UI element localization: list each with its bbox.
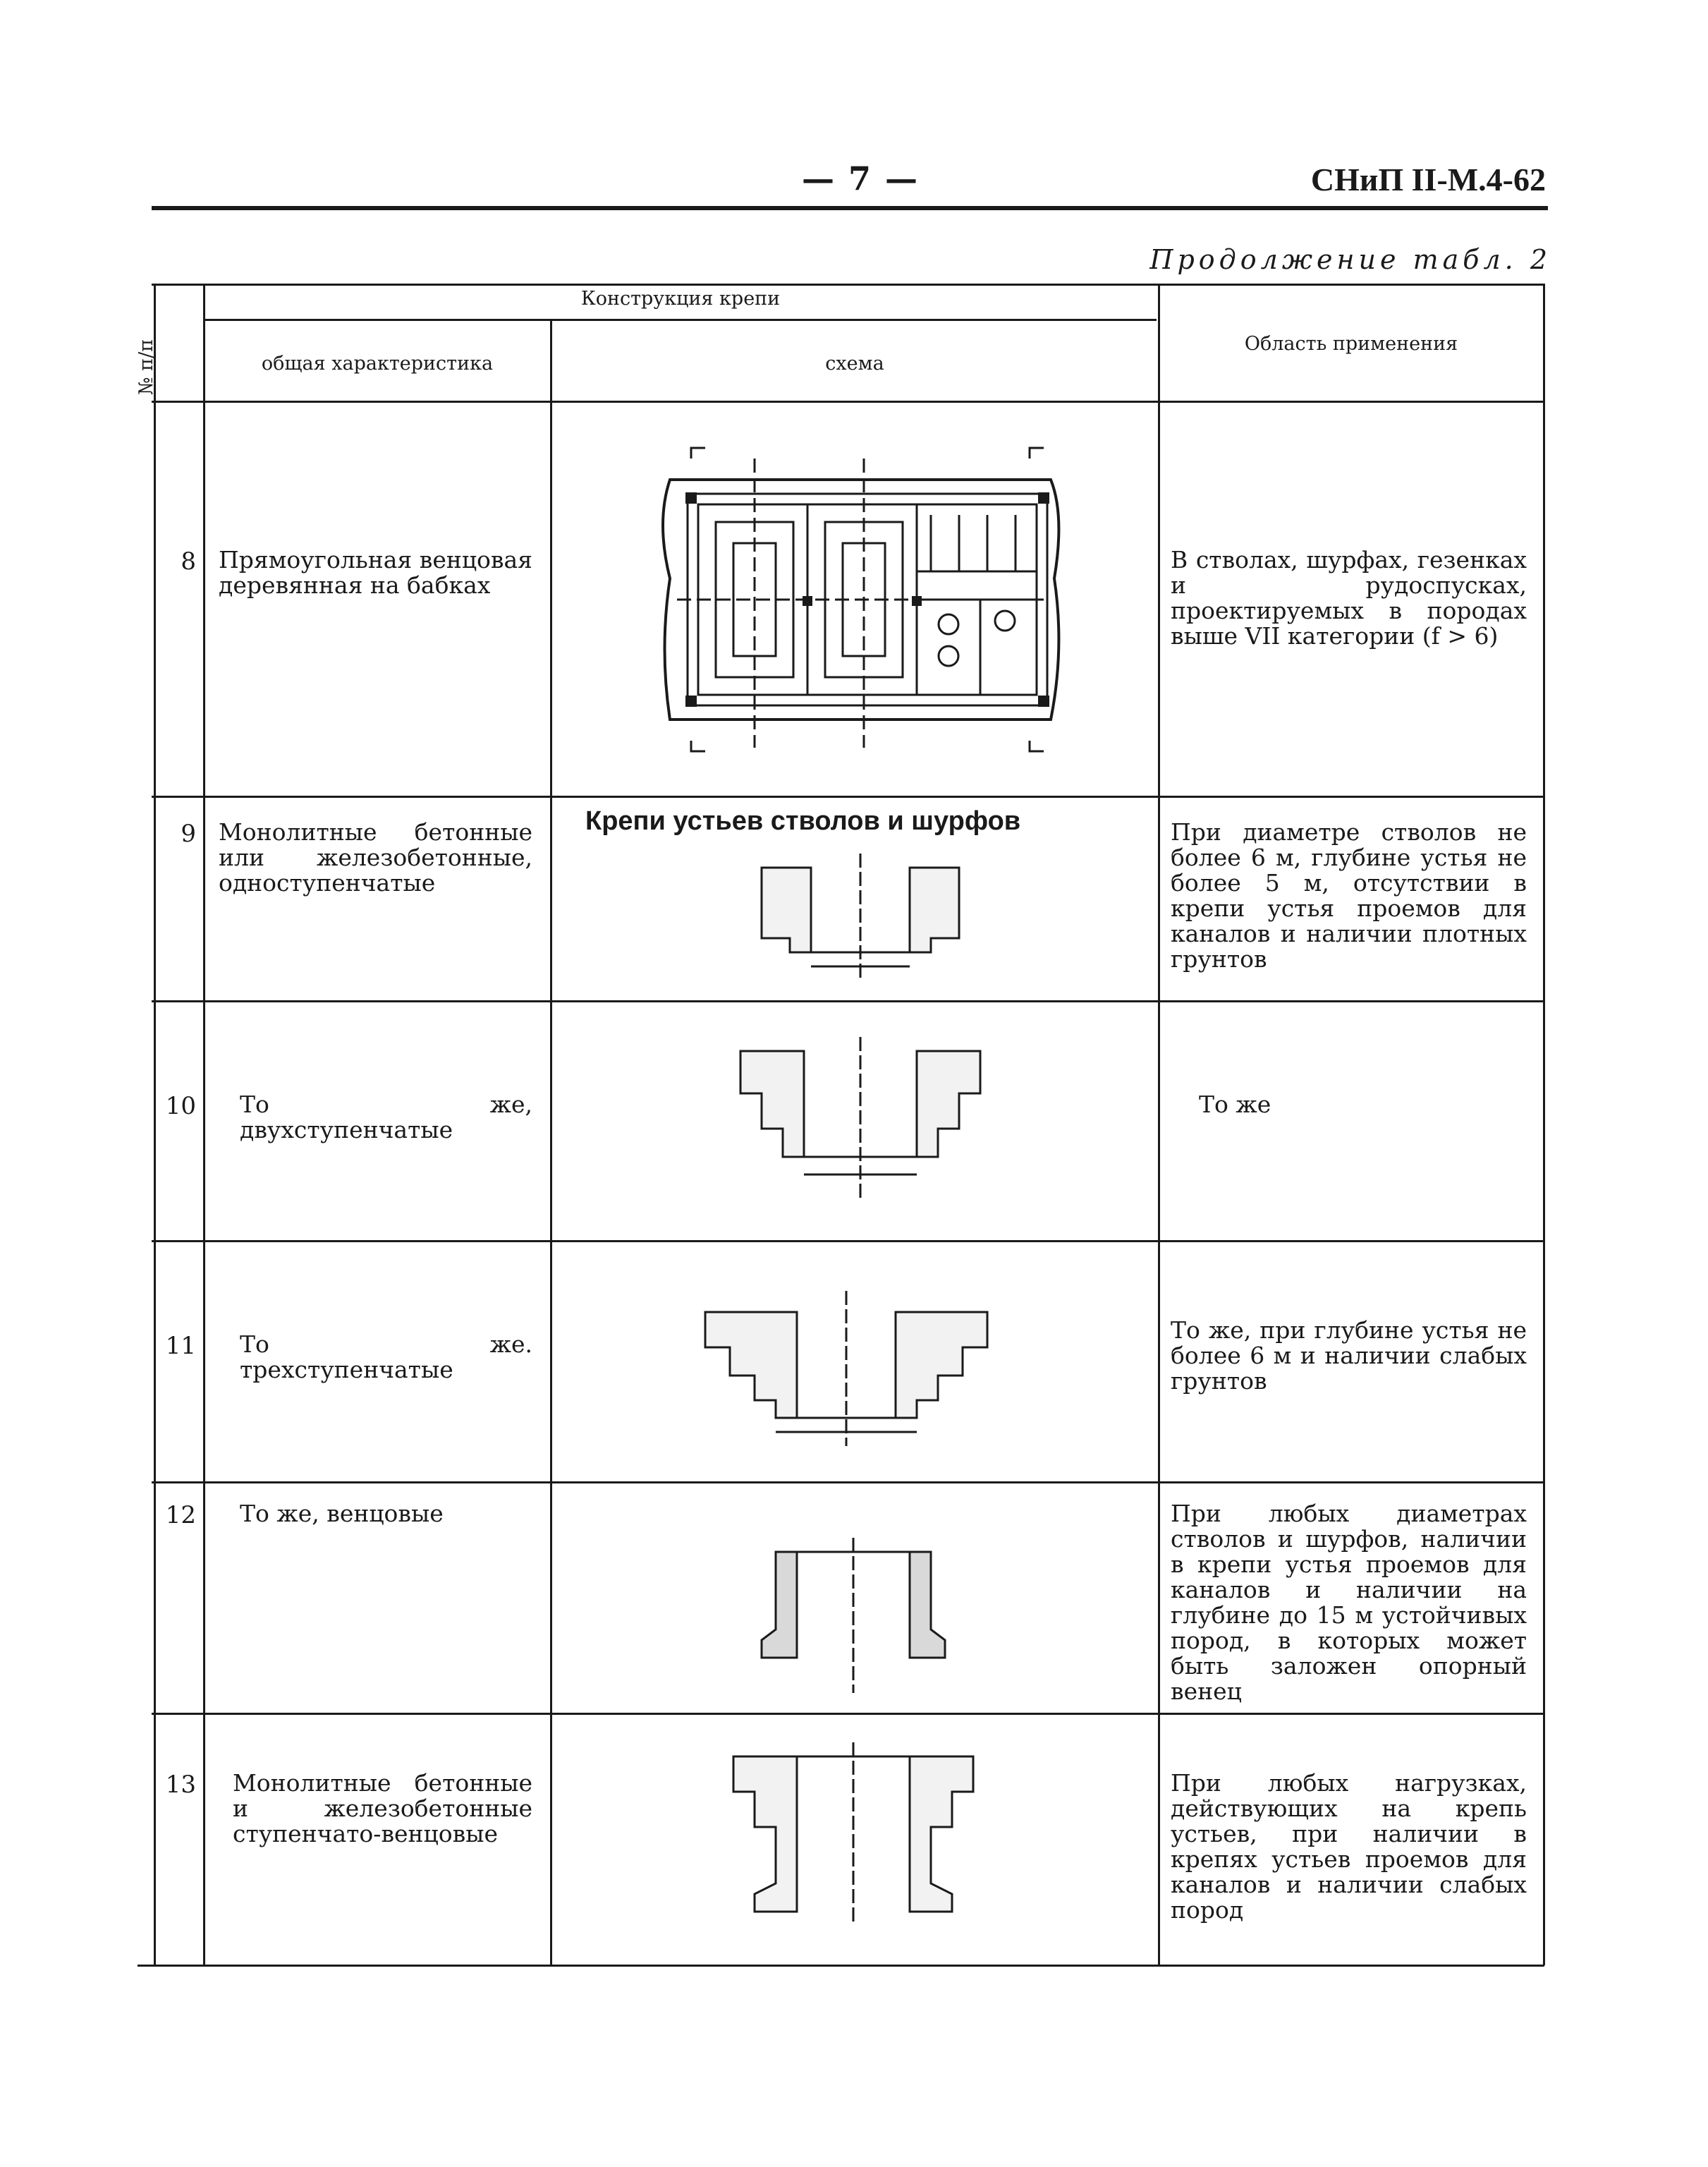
row-number: 13: [165, 1771, 196, 1799]
row-application-area: При любых диаметрах стволов и шурфов, наличии в крепи устья проемов для каналов и наличии на глубине до 15 м устойчивых пород, в которых может быть заложен опорный венец: [1171, 1500, 1527, 1705]
row-application-area: В стволах, шурфах, гезенках и рудоспусках, проектируемых в породах выше VII категории (f > 6): [1171, 546, 1527, 650]
page-number: — 7 —: [801, 159, 920, 198]
table-continuation-label: Продолжение табл. 2: [1149, 244, 1551, 275]
column-header-construction: Конструкция крепи: [580, 288, 781, 310]
column-header-general: общая характеристика: [261, 353, 494, 375]
row-number: 8: [181, 547, 196, 576]
two-step-collar-section-icon: [733, 1030, 987, 1206]
stepped-ring-collar-section-icon: [719, 1742, 987, 1926]
column-header-area: Область применения: [1244, 333, 1458, 355]
row-description: Монолитные бетонные и железобетонные ступенчато-венцовые: [233, 1769, 532, 1847]
row-description: То же, двухступенчатые: [240, 1091, 532, 1143]
header-rule: [152, 206, 1548, 210]
row-description: То же, венцовые: [240, 1500, 444, 1527]
ring-collar-section-icon: [748, 1538, 959, 1693]
section-title: Крепи устьев стволов и шурфов: [585, 806, 1021, 836]
one-step-collar-section-icon: [748, 846, 973, 988]
rectangular-timber-shaft-plan-icon: [649, 437, 1072, 762]
row-description: Монолитные бетонные или железобетонные, одноступенчатые: [219, 818, 532, 897]
row-description: Прямоугольная венцовая деревянная на бабках: [219, 546, 533, 599]
row-number: 10: [165, 1092, 196, 1120]
row-number: 11: [165, 1332, 196, 1360]
row-number: 9: [181, 820, 196, 848]
row-description: То же. трехступенчатые: [240, 1330, 532, 1383]
document-code: СНиП II-М.4-62: [1310, 162, 1546, 198]
row-application-area: При любых нагрузках, действующих на крепь устьев, при наличии в крепях устьев проемов для каналов и наличии слабых пород: [1171, 1769, 1527, 1924]
row-number: 12: [165, 1501, 196, 1529]
row-application-area: То же: [1199, 1091, 1271, 1118]
column-header-number: № п/п: [135, 339, 157, 395]
row-application-area: То же, при глубине устья не более 6 м и наличии слабых грунтов: [1171, 1316, 1527, 1395]
three-step-collar-section-icon: [698, 1284, 994, 1453]
row-application-area: При диаметре стволов не более 6 м, глубине устья не более 5 м, отсутствии в крепи устья проемов для каналов и наличии плотных грунтов: [1171, 818, 1527, 973]
column-header-scheme: схема: [825, 353, 884, 375]
